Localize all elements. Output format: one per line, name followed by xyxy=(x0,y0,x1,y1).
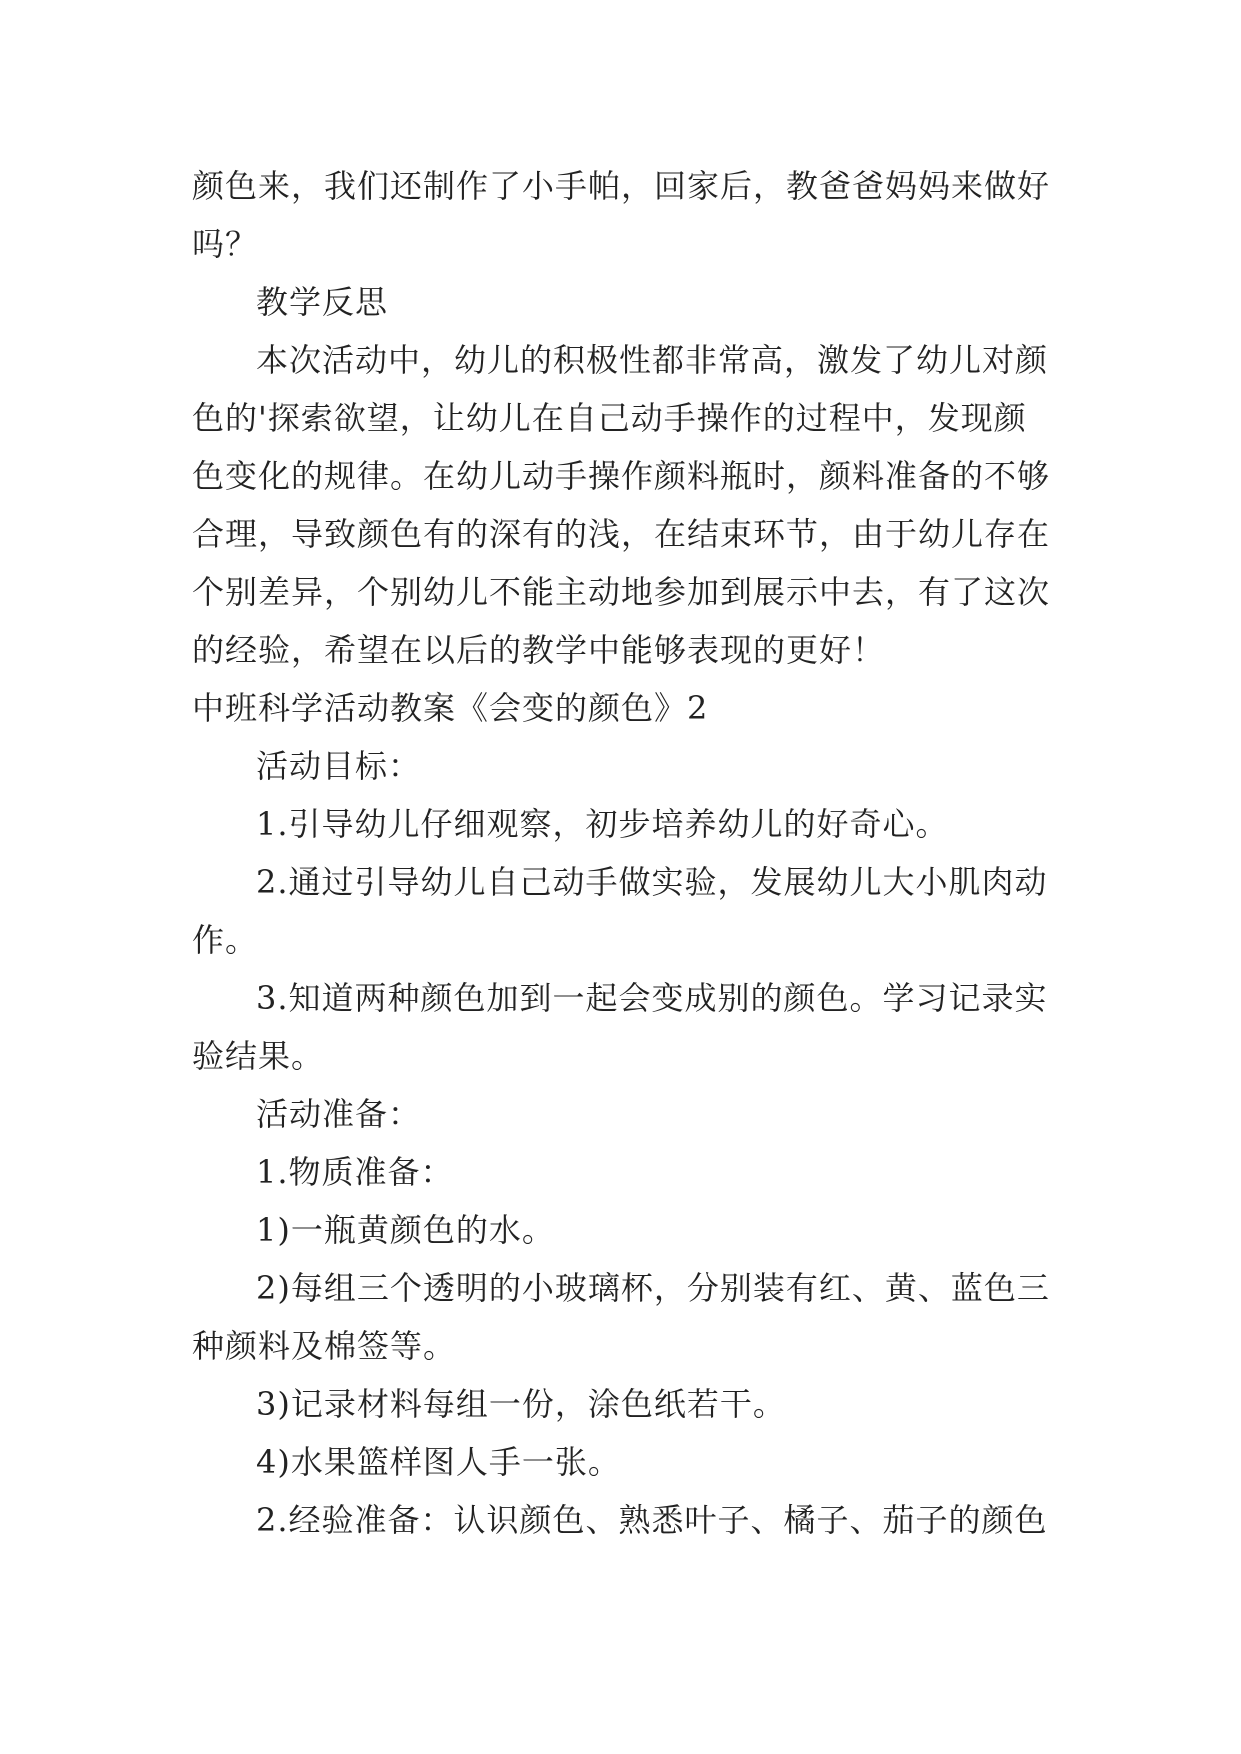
prep-item-2: 2.经验准备：认识颜色、熟悉叶子、橘子、茄子的颜色 xyxy=(256,1501,1048,1539)
document-title: 中班科学活动教案《会变的颜色》2 xyxy=(192,689,709,727)
section-heading-reflection: 教学反思 xyxy=(256,283,389,321)
goal-item-3: 3.知道两种颜色加到一起会变成别的颜色。学习记录实 xyxy=(256,979,1048,1017)
paragraph-line-4: 色的'探索欲望，让幼儿在自己动手操作的过程中，发现颜 xyxy=(192,399,1027,437)
paragraph-line-3: 本次活动中，幼儿的积极性都非常高，激发了幼儿对颜 xyxy=(256,341,1049,379)
paragraph-line-8: 的经验，希望在以后的教学中能够表现的更好！ xyxy=(192,631,886,669)
prep-item-1: 1.物质准备： xyxy=(256,1153,454,1191)
prep-subitem-2: 2)每组三个透明的小玻璃杯，分别装有红、黄、蓝色三 xyxy=(256,1269,1050,1307)
prep-subitem-4: 4)水果篮样图人手一张。 xyxy=(256,1443,621,1481)
goal-item-2: 2.通过引导幼儿自己动手做实验，发展幼儿大小肌肉动 xyxy=(256,863,1048,901)
paragraph-line-2: 吗？ xyxy=(192,225,259,263)
section-heading-goals: 活动目标： xyxy=(256,747,422,785)
goal-item-1: 1.引导幼儿仔细观察，初步培养幼儿的好奇心。 xyxy=(256,805,949,843)
section-heading-preparation: 活动准备： xyxy=(256,1095,422,1133)
paragraph-line-7: 个别差异，个别幼儿不能主动地参加到展示中去，有了这次 xyxy=(192,573,1051,611)
prep-subitem-3: 3)记录材料每组一份，涂色纸若干。 xyxy=(256,1385,786,1423)
prep-subitem-2-continued: 种颜料及棉签等。 xyxy=(192,1327,457,1365)
paragraph-line-1: 颜色来，我们还制作了小手帕，回家后，教爸爸妈妈来做好 xyxy=(192,167,1051,205)
goal-item-3-continued: 验结果。 xyxy=(192,1037,325,1075)
paragraph-line-6: 合理，导致颜色有的深有的浅，在结束环节，由于幼儿存在 xyxy=(192,515,1051,553)
prep-subitem-1: 1)一瓶黄颜色的水。 xyxy=(256,1211,555,1249)
paragraph-line-5: 色变化的规律。在幼儿动手操作颜料瓶时，颜料准备的不够 xyxy=(192,457,1051,495)
goal-item-2-continued: 作。 xyxy=(192,921,259,959)
